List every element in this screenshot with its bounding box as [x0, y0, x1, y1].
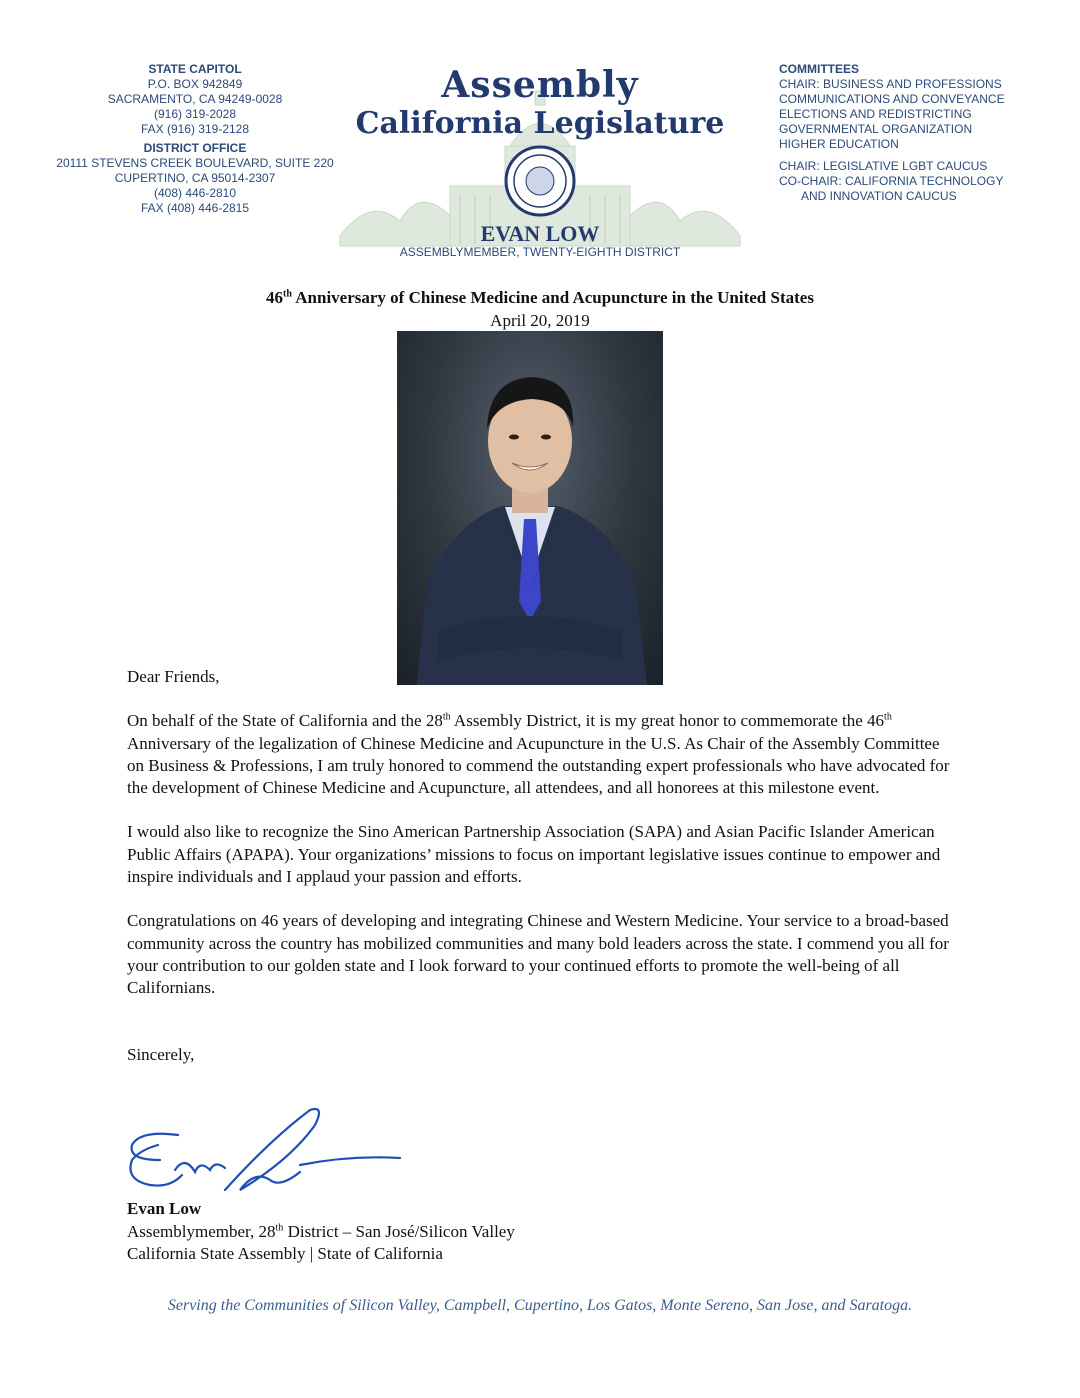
district-line: CUPERTINO, CA 95014-2307 [114, 171, 276, 185]
paragraph-3: Congratulations on 46 years of developing and integrating Chinese and Western Medicine. Your service to a broad-based community across the country has mobilized communities and many bold leaders across the state. I commend you all for your contribution to our golden state and I look forward to your continued efforts to promote the well-being of all Californians. [127, 911, 949, 998]
portrait-photo [397, 331, 663, 685]
capitol-line: SACRAMENTO, CA 94249-0028 [107, 92, 283, 106]
member-title: ASSEMBLYMEMBER, TWENTY-EIGHTH DISTRICT [399, 245, 681, 259]
handwritten-signature-icon [120, 1100, 420, 1200]
capitol-line: (916) 319-2028 [153, 107, 237, 121]
assembly-emblem [330, 46, 750, 276]
letter-body [127, 666, 957, 1066]
signer-title-sup: th [275, 1221, 284, 1233]
heading-text: Anniversary of Chinese Medicine and Acupuncture in the United States [291, 288, 814, 307]
signer-title [127, 1221, 515, 1244]
committee-line: COMMUNICATIONS AND CONVEYANCE [779, 92, 1005, 106]
signer-title-part: Assemblymember, 28 [127, 1221, 276, 1241]
signer-affiliation: California State Assembly | State of California [127, 1244, 443, 1263]
district-heading: DISTRICT OFFICE [143, 141, 247, 155]
event-heading [0, 288, 1080, 308]
paragraph-2: I would also like to recognize the Sino American Partnership Association (SAPA) and Asian Pacific Islander American Public Affairs (APAPA). Your organizations’ missions to focus on important legislative issues continue to empower and inspire individuals and I applaud your passion and efforts. [127, 822, 941, 887]
district-line: 20111 STEVENS CREEK BOULEVARD, SUITE 220 [56, 156, 334, 170]
heading-sup: th [283, 288, 292, 300]
caucus-line: CHAIR: LEGISLATIVE LGBT CAUCUS [779, 159, 988, 173]
p1-part: Assembly District, it is my great honor to commemorate the 46 [450, 711, 885, 731]
capitol-line: FAX (916) 319-2128 [140, 122, 250, 136]
caucus-line: CO-CHAIR: CALIFORNIA TECHNOLOGY [779, 174, 1004, 188]
letterhead-left [40, 62, 350, 216]
district-line: FAX (408) 446-2815 [140, 201, 250, 215]
committees-heading: COMMITTEES [779, 62, 859, 76]
signer-title-part: District – San José/Silicon Valley [283, 1221, 515, 1241]
p1-part: Anniversary of the legalization of Chinese Medicine and Acupuncture in the U.S. As Chair of the Assembly Committee on Business & Professions, I am truly honored to commend the outstanding expert professionals who have advocated for the development of Chinese Medicine and Acupuncture, all attendees, and all honorees at this milestone event. [127, 733, 950, 798]
heading-number: 46 [266, 288, 284, 307]
committee-line: GOVERNMENTAL ORGANIZATION [779, 122, 973, 136]
committee-line: ELECTIONS AND REDISTRICTING [779, 107, 972, 121]
event-date: April 20, 2019 [490, 311, 590, 330]
signer-name: Evan Low [127, 1199, 202, 1218]
committee-line: CHAIR: BUSINESS AND PROFESSIONS [779, 77, 1002, 91]
caucus-line: AND INNOVATION CAUCUS [801, 189, 957, 203]
closing: Sincerely, [127, 1044, 195, 1064]
signature-block [127, 1198, 515, 1266]
committee-line: HIGHER EDUCATION [779, 137, 899, 151]
p1-sup: th [884, 711, 892, 723]
emblem-title-legislature: California Legislature [355, 106, 725, 141]
footer-communities: Serving the Communities of Silicon Valley, Campbell, Cupertino, Los Gatos, Monte Sereno, San Jose, and Saratoga. [167, 1297, 913, 1314]
district-line: (408) 446-2810 [153, 186, 237, 200]
member-name: EVAN LOW [480, 221, 600, 246]
salutation: Dear Friends, [127, 667, 220, 686]
p1-part: On behalf of the State of California and the 28 [127, 711, 443, 731]
p1-sup: th [442, 711, 451, 723]
capitol-heading: STATE CAPITOL [148, 62, 242, 76]
emblem-title-assembly: Assembly [441, 64, 639, 106]
portrait-person-icon [397, 331, 663, 685]
paragraph-1 [127, 710, 957, 799]
letterhead-right [779, 62, 1069, 204]
capitol-line: P.O. BOX 942849 [147, 77, 243, 91]
